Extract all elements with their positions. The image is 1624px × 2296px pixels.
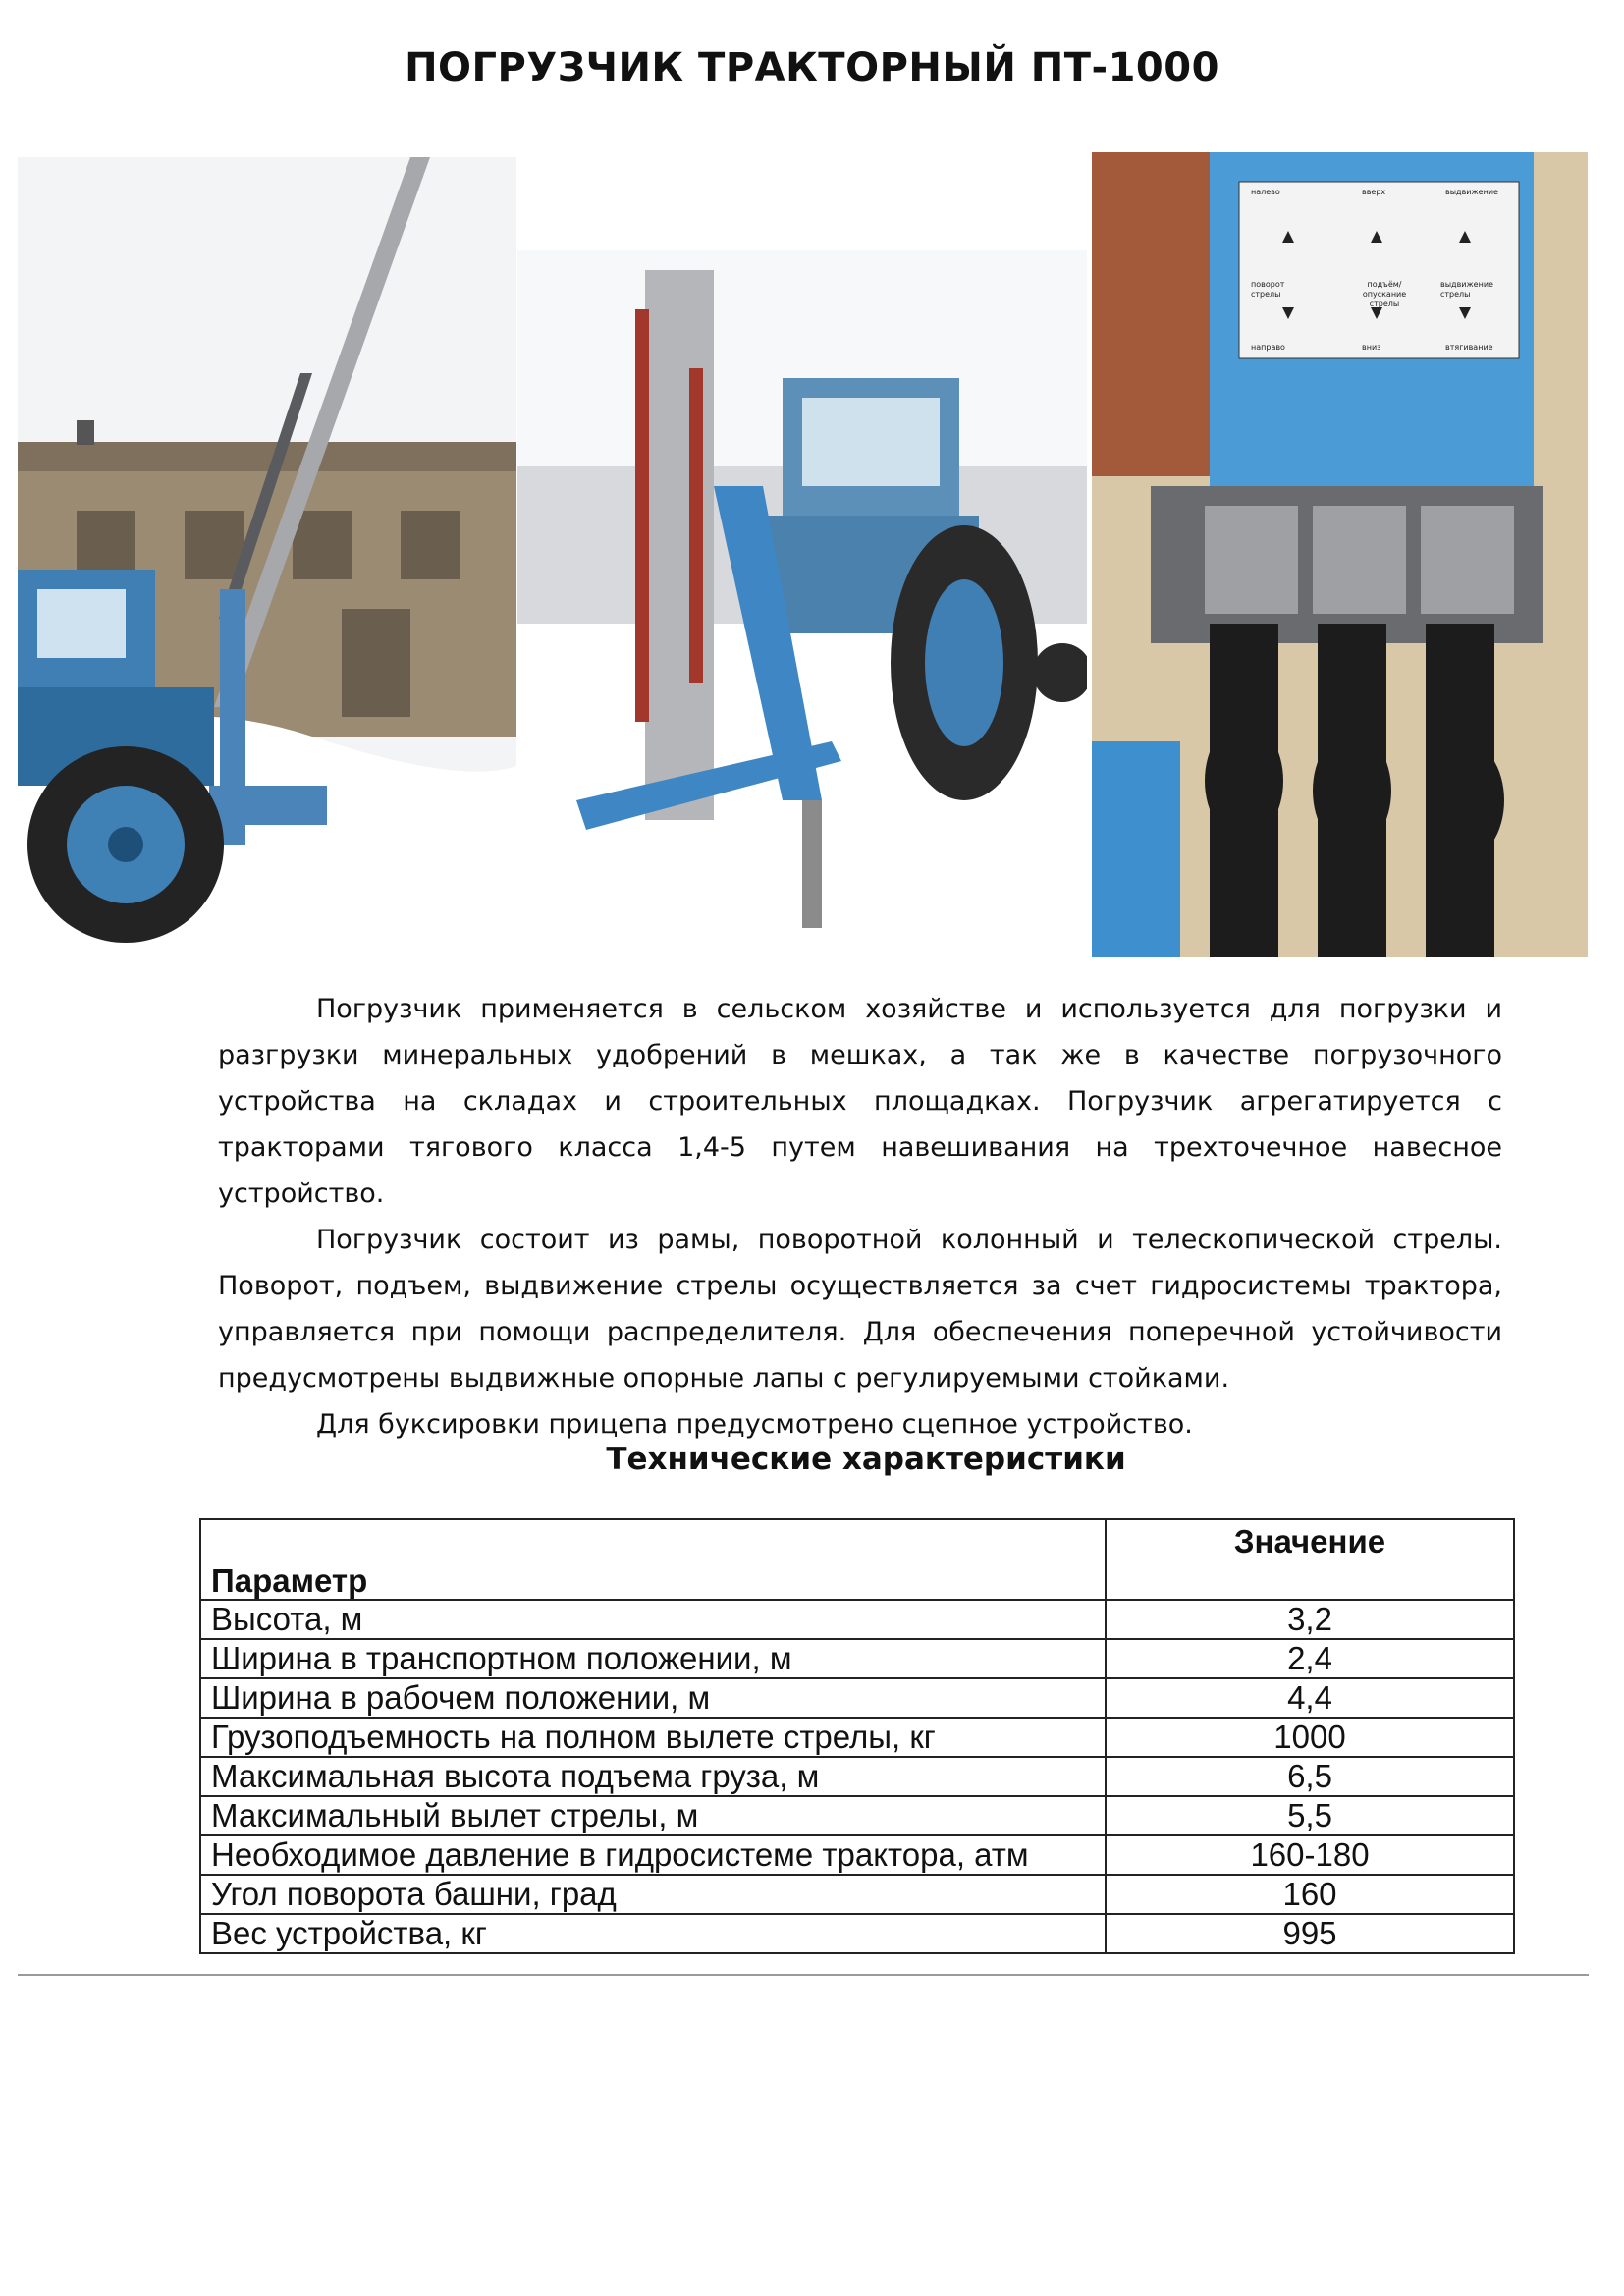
- label-boom-lift: подъём/ опускание стрелы: [1362, 280, 1407, 308]
- photo-tractor-loader-folded: [517, 250, 1087, 957]
- column-header-value: Значение: [1106, 1519, 1514, 1600]
- photo-tractor-loader-folded-image: [517, 250, 1087, 957]
- label-down: вниз: [1362, 343, 1381, 352]
- table-row: [200, 1875, 1514, 1914]
- label-left: налево: [1251, 188, 1280, 196]
- description: [218, 986, 1502, 1448]
- value-cell: 160-180: [1106, 1835, 1514, 1875]
- value-cell: 4,4: [1106, 1678, 1514, 1718]
- label-up: вверх: [1362, 188, 1386, 196]
- param-cell: Высота, м: [200, 1600, 1106, 1639]
- photo-tractor-boom-raised: [18, 157, 516, 957]
- specs-table: [199, 1518, 1515, 1954]
- value-cell: 6,5: [1106, 1757, 1514, 1796]
- value-cell: 2,4: [1106, 1639, 1514, 1678]
- page-title: ПОГРУЗЧИК ТРАКТОРНЫЙ ПТ-1000: [405, 45, 1219, 90]
- label-boom-extend: выдвижение стрелы: [1440, 280, 1493, 299]
- label-retract: втягивание: [1445, 343, 1493, 352]
- value-cell: 3,2: [1106, 1600, 1514, 1639]
- param-cell: Грузоподъемность на полном вылете стрелы, кг: [200, 1718, 1106, 1757]
- param-cell: Ширина в рабочем положении, м: [200, 1678, 1106, 1718]
- table-row: [200, 1914, 1514, 1953]
- table-row: [200, 1639, 1514, 1678]
- table-row: [200, 1796, 1514, 1835]
- label-right: направо: [1251, 343, 1285, 352]
- photo-hydraulic-distributor: [1092, 152, 1588, 957]
- value-cell: 1000: [1106, 1718, 1514, 1757]
- paragraph-construction: Погрузчик состоит из рамы, поворотной колонный и телескопической стрелы. Поворот, подъем, выдвижение стрелы осуществляется за счет гидросистемы трактора, управляется при помощи распределителя. Для обеспечения поперечной устойчивости предусмотрены выдвижные опорные лапы с регулируемыми стойками.: [218, 1225, 1502, 1394]
- param-cell: Угол поворота башни, град: [200, 1875, 1106, 1914]
- footer-divider: [18, 1974, 1589, 1976]
- label-extend: выдвижение: [1445, 188, 1498, 196]
- paragraph-towing: Для буксировки прицепа предусмотрено сцепное устройство.: [316, 1409, 1193, 1440]
- table-row: [200, 1718, 1514, 1757]
- column-header-param: Параметр: [200, 1519, 1106, 1600]
- table-row: [200, 1835, 1514, 1875]
- value-cell: 995: [1106, 1914, 1514, 1953]
- table-row: [200, 1678, 1514, 1718]
- label-boom-rotate: поворот стрелы: [1251, 280, 1285, 299]
- value-cell: 5,5: [1106, 1796, 1514, 1835]
- specs-header-row: [200, 1519, 1514, 1600]
- specs-heading: Технические характеристики: [606, 1442, 1126, 1477]
- param-cell: Ширина в транспортном положении, м: [200, 1639, 1106, 1678]
- table-row: [200, 1757, 1514, 1796]
- param-cell: Максимальная высота подъема груза, м: [200, 1757, 1106, 1796]
- table-row: [200, 1600, 1514, 1639]
- photo-tractor-boom-raised-image: [18, 157, 516, 957]
- param-cell: Необходимое давление в гидросистеме трактора, атм: [200, 1835, 1106, 1875]
- paragraph-usage: Погрузчик применяется в сельском хозяйстве и используется для погрузки и разгрузки минеральных удобрений в мешках, а так же в качестве погрузочного устройства на складах и строительных площадках. Погрузчик агрегатируется с тракторами тягового класса 1,4-5 путем навешивания на трехточечное навесное устройство.: [218, 994, 1502, 1209]
- param-cell: Максимальный вылет стрелы, м: [200, 1796, 1106, 1835]
- param-cell: Вес устройства, кг: [200, 1914, 1106, 1953]
- value-cell: 160: [1106, 1875, 1514, 1914]
- control-label-plate: [1239, 182, 1519, 358]
